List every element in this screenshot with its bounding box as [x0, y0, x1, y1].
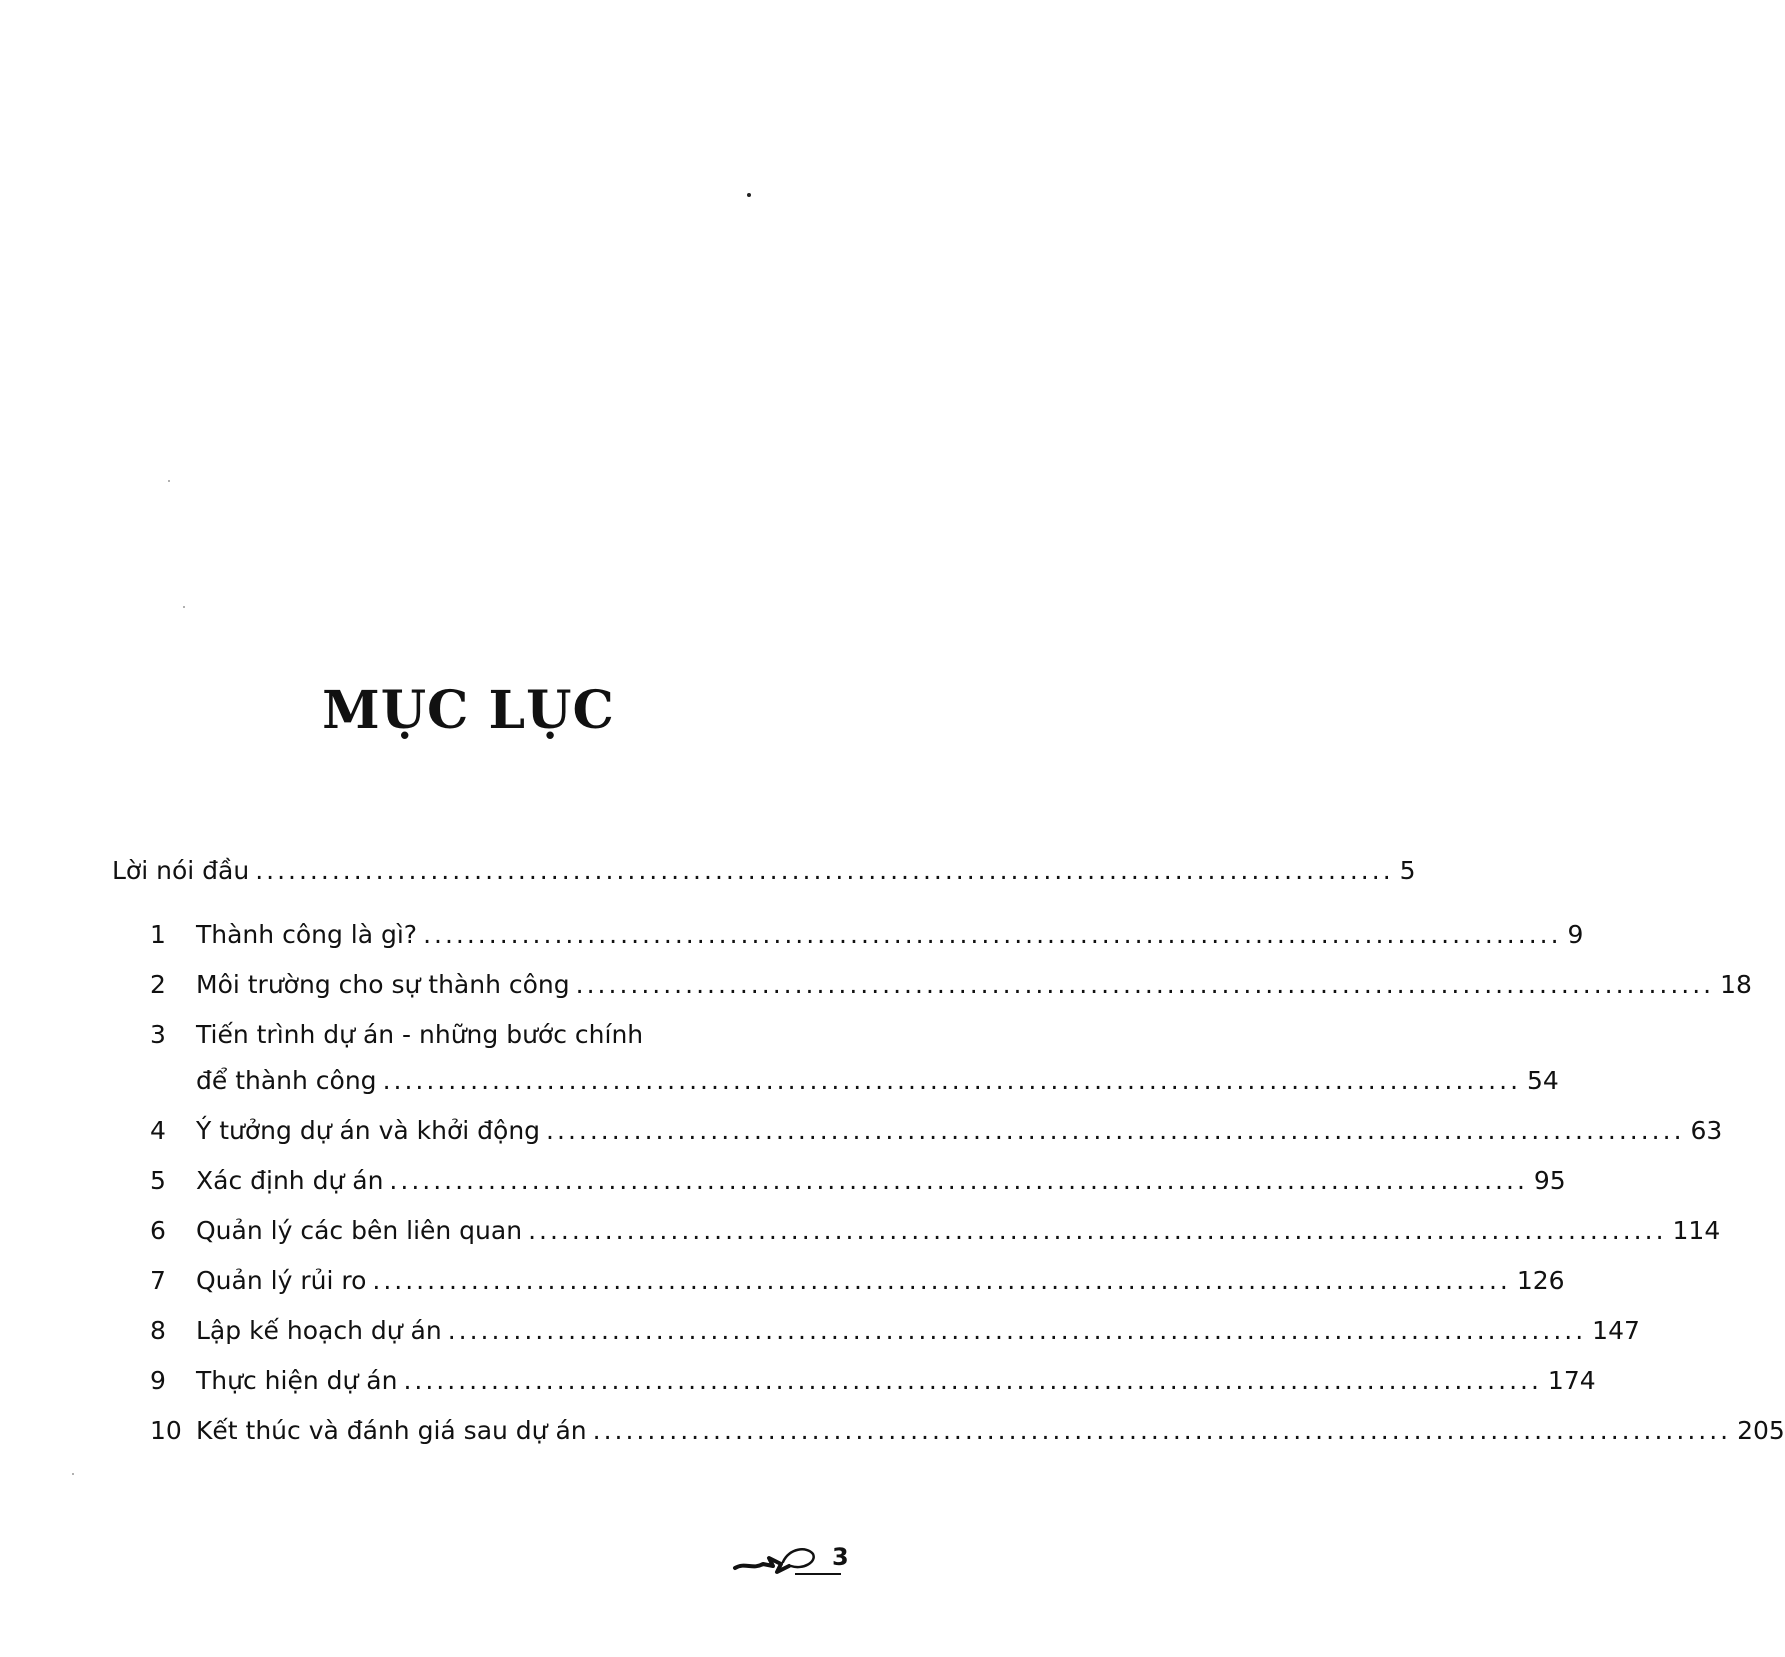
toc-line: [112, 851, 1416, 891]
dot-leader: ........................................................................................................: [575, 970, 1715, 999]
chapter-number: 6: [150, 1216, 166, 1245]
toc-entry-chapter-2[interactable]: [0, 965, 1752, 1005]
toc-entry-chapter-9[interactable]: [0, 1361, 1596, 1401]
toc-page-number: 9: [1567, 920, 1584, 949]
toc-line: [196, 1161, 1566, 1201]
toc-line: [196, 1211, 1721, 1251]
dot-leader: ........................................................................................................: [382, 1066, 1522, 1095]
pen-scribble-icon: [733, 1540, 843, 1580]
dot-leader: ........................................................................................................: [372, 1266, 1511, 1295]
toc-entry-label: Lời nói đầu: [112, 856, 250, 885]
toc-page-number: 147: [1592, 1316, 1640, 1345]
chapter-number: 7: [150, 1266, 166, 1295]
chapter-title: Ý tưởng dự án và khởi động: [196, 1116, 541, 1145]
toc-entry-chapter-8[interactable]: [0, 1311, 1640, 1351]
chapter-title: Môi trường cho sự thành công: [196, 970, 570, 999]
toc-entry-preface[interactable]: [0, 851, 1416, 891]
toc-entry-chapter-1[interactable]: [0, 915, 1584, 955]
dot-leader: ........................................................................................................: [403, 1366, 1542, 1395]
page-number: 3: [832, 1543, 849, 1571]
chapter-title-continued: để thành công: [196, 1066, 377, 1095]
dot-leader: ........................................................................................................: [528, 1216, 1667, 1245]
toc-entry-chapter-7[interactable]: [0, 1261, 1565, 1301]
dot-leader: ........................................................................................................: [546, 1116, 1685, 1145]
toc-entry-chapter-5[interactable]: [0, 1161, 1566, 1201]
chapter-title: Tiến trình dự án - những bước chính: [196, 1020, 644, 1049]
toc-page-number: 174: [1547, 1366, 1596, 1395]
chapter-number: 2: [150, 970, 166, 999]
toc-line: [196, 1061, 1559, 1101]
chapter-title: Kết thúc và đánh giá sau dự án: [196, 1416, 587, 1445]
dot-leader: ........................................................................................................: [592, 1416, 1732, 1445]
dot-leader: ........................................................................................................: [423, 920, 1562, 949]
toc-entry-chapter-10[interactable]: [0, 1411, 1785, 1451]
toc-line: [196, 1311, 1640, 1351]
toc-entry-chapter-4[interactable]: [0, 1111, 1723, 1151]
chapter-title: Quản lý rủi ro: [196, 1266, 367, 1295]
chapter-title: Thực hiện dự án: [196, 1366, 398, 1395]
chapter-number: 5: [150, 1166, 166, 1195]
chapter-title: Xác định dự án: [196, 1166, 384, 1195]
toc-line: [196, 965, 1752, 1005]
chapter-title: Quản lý các bên liên quan: [196, 1216, 523, 1245]
toc-page-number: 126: [1516, 1266, 1565, 1295]
chapter-number: 1: [150, 920, 166, 949]
chapter-title: Lập kế hoạch dự án: [196, 1316, 442, 1345]
dot-leader: ........................................................................................................: [255, 856, 1394, 885]
toc-entry-chapter-3[interactable]: [0, 1015, 1559, 1105]
toc-page-number: 114: [1672, 1216, 1721, 1245]
toc-line: [196, 1361, 1596, 1401]
chapter-number: 9: [150, 1366, 166, 1395]
dot-leader: ........................................................................................................: [447, 1316, 1587, 1345]
chapter-number: 3: [150, 1020, 166, 1049]
dot-leader: ........................................................................................................: [389, 1166, 1528, 1195]
page-title: MỤC LỤC: [322, 680, 615, 741]
toc-page-number: 18: [1720, 970, 1752, 999]
toc-page-number: 5: [1399, 856, 1416, 885]
toc-entry-chapter-6[interactable]: [0, 1211, 1721, 1251]
toc-line: [196, 915, 1584, 955]
toc-line: [196, 1111, 1723, 1151]
toc-line: [196, 1411, 1785, 1451]
chapter-number: 4: [150, 1116, 166, 1145]
toc-page-number: 63: [1690, 1116, 1723, 1145]
chapter-number: 8: [150, 1316, 166, 1345]
toc-page-number: 95: [1533, 1166, 1566, 1195]
toc-page-number: 205: [1737, 1416, 1785, 1445]
chapter-title: Thành công là gì?: [196, 920, 418, 949]
toc-page-number: 54: [1527, 1066, 1559, 1095]
chapter-number: 10: [150, 1416, 182, 1445]
toc-line: [196, 1261, 1565, 1301]
